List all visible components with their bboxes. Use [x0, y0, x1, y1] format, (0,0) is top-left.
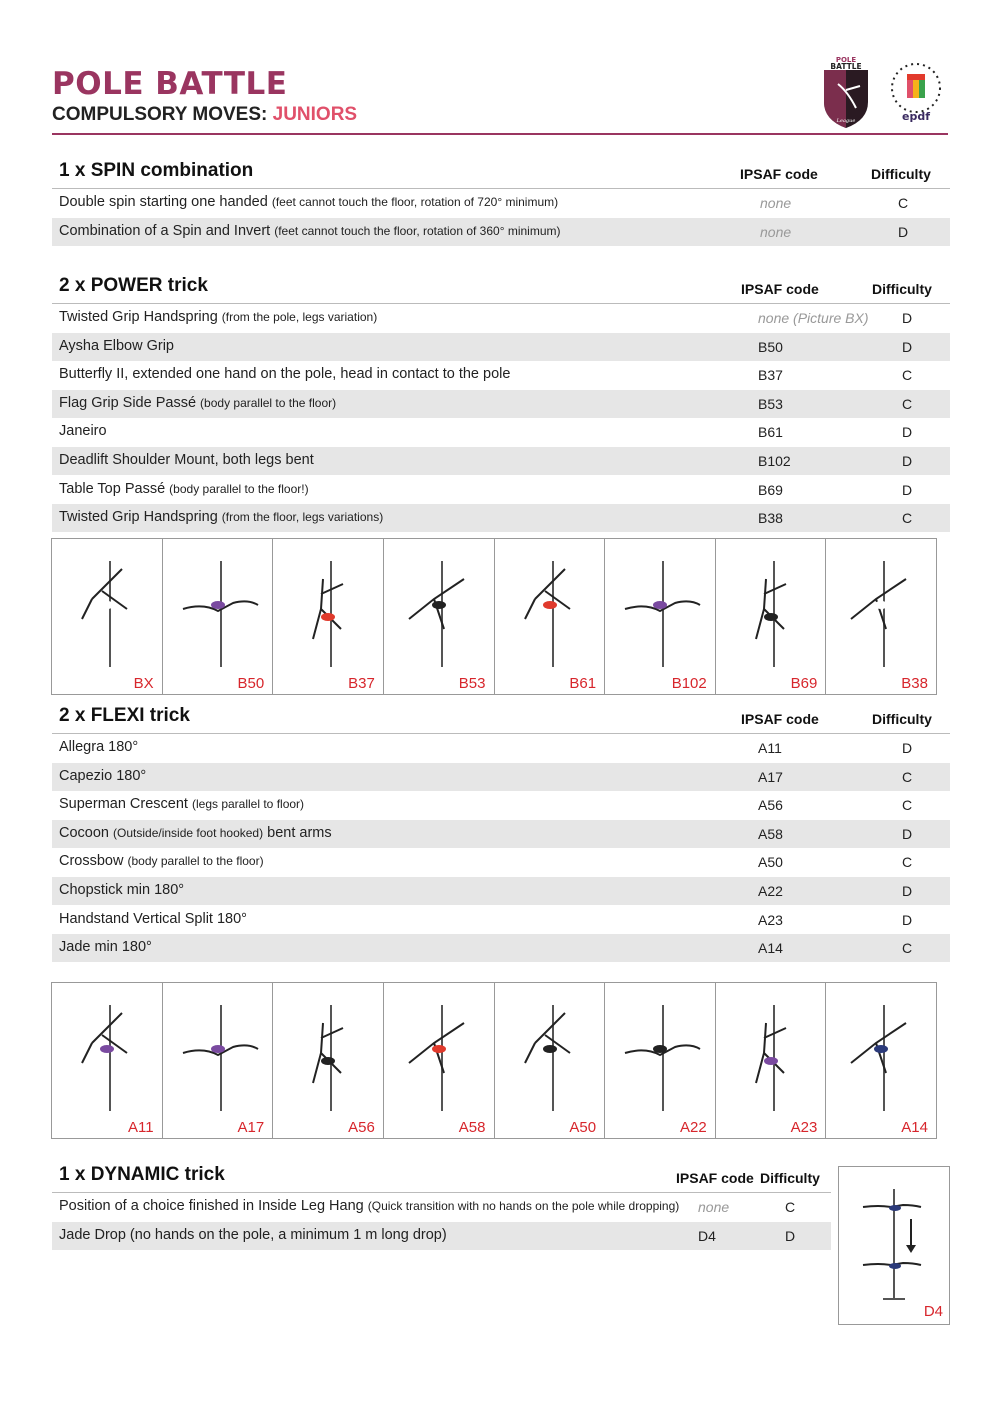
pose-illustration — [273, 539, 383, 694]
move-name — [59, 423, 107, 439]
move-note: (body parallel to the floor!) — [169, 481, 309, 496]
dynamic-section-header — [52, 1162, 831, 1193]
move-title: Capezio 180° — [59, 767, 147, 784]
ipsaf-code: A56 — [758, 797, 783, 814]
pose-picture — [826, 983, 936, 1138]
ipsaf-code: B50 — [758, 338, 783, 355]
pose-code-label: A22 — [680, 1119, 707, 1136]
move-name — [59, 366, 510, 382]
move-name — [59, 825, 332, 841]
pose-illustration — [273, 983, 383, 1138]
move-title: Superman Crescent — [59, 796, 188, 813]
pose-illustration — [163, 983, 273, 1138]
ipsaf-code: A11 — [758, 740, 782, 756]
ipsaf-code: A50 — [758, 854, 783, 871]
dynamic-picture-label: D4 — [923, 1303, 943, 1320]
flexi-row — [52, 734, 950, 762]
move-note: (feet cannot touch the floor, rotation of 720° minimum) — [271, 195, 559, 209]
move-title: Flag Grip Side Passé — [59, 394, 197, 411]
move-name — [59, 1198, 679, 1214]
difficulty: D — [902, 310, 913, 326]
move-title: Table Top Passé — [59, 480, 166, 497]
move-name — [59, 481, 309, 497]
move-note-extra: bent arms — [267, 824, 332, 841]
ipsaf-code: A23 — [758, 911, 783, 928]
pose-code-label: B61 — [569, 675, 597, 692]
flexi-row — [52, 763, 950, 791]
power-section-title: 2 x POWER trick — [59, 275, 208, 296]
move-name — [59, 796, 304, 812]
subtitle-category: JUNIORS — [272, 104, 358, 125]
pose-illustration — [716, 539, 826, 694]
pose-picture — [826, 539, 936, 694]
svg-text:POLE: POLE — [835, 56, 857, 64]
difficulty: C — [902, 940, 913, 957]
flexi-row — [52, 791, 950, 819]
col-difficulty: Difficulty — [872, 281, 932, 297]
spin-section-title: 1 x SPIN combination — [59, 160, 254, 181]
difficulty: D — [902, 481, 913, 498]
pose-code-label: A23 — [790, 1119, 818, 1136]
subtitle-prefix: COMPULSORY MOVES: — [52, 104, 273, 125]
move-title: Handstand Vertical Split 180° — [59, 910, 247, 927]
flexi-row — [52, 848, 950, 876]
pose-picture — [605, 983, 716, 1138]
move-note: (body parallel to the floor) — [127, 854, 264, 869]
epdf-logo — [886, 60, 946, 126]
pose-code-label: BX — [133, 675, 154, 692]
pose-illustration — [605, 983, 715, 1138]
ipsaf-code: B38 — [758, 510, 783, 527]
move-title: Jade min 180° — [59, 939, 152, 956]
pose-picture — [716, 539, 827, 694]
pose-picture — [384, 539, 495, 694]
col-ipsaf-code: IPSAF code — [741, 711, 819, 727]
ipsaf-code: B53 — [758, 395, 783, 412]
move-name — [59, 768, 146, 784]
move-name — [59, 882, 184, 898]
difficulty: C — [902, 395, 913, 412]
pose-picture — [163, 983, 274, 1138]
flexi-row — [52, 934, 950, 962]
col-ipsaf-code: IPSAF code — [740, 166, 818, 182]
power-row — [52, 476, 950, 504]
ipsaf-code: A22 — [758, 883, 783, 899]
move-title: Double spin starting one handed — [59, 194, 268, 210]
flexi-row — [52, 820, 950, 848]
pose-illustration — [52, 539, 162, 694]
power-row — [52, 304, 950, 332]
ipsaf-code: none — [698, 1199, 730, 1215]
difficulty: D — [785, 1227, 796, 1244]
flexi-row — [52, 877, 950, 905]
svg-text:epdf: epdf — [902, 110, 930, 123]
difficulty: C — [902, 768, 913, 785]
difficulty: C — [902, 854, 913, 871]
ipsaf-code: A17 — [758, 768, 783, 785]
difficulty: C — [898, 195, 909, 211]
flexi-picture-strip — [51, 982, 937, 1139]
pose-code-label: A56 — [348, 1119, 375, 1136]
power-row — [52, 447, 950, 475]
ipsaf-code: B37 — [758, 367, 783, 384]
move-title: Twisted Grip Handspring — [59, 509, 218, 526]
pose-illustration — [605, 539, 715, 694]
power-section-header — [52, 273, 950, 304]
difficulty: D — [902, 883, 913, 899]
pose-code-label: A11 — [128, 1119, 154, 1136]
move-title: Crossbow — [59, 853, 124, 870]
pose-picture — [384, 983, 495, 1138]
move-name — [59, 939, 152, 955]
move-name — [59, 309, 377, 325]
pose-code-label: B69 — [790, 675, 818, 692]
page-title: POLE BATTLE — [52, 66, 288, 102]
difficulty: C — [902, 367, 913, 384]
header-rule — [52, 133, 948, 135]
dynamic-section-title: 1 x DYNAMIC trick — [59, 1164, 225, 1185]
move-title: Chopstick min 180° — [59, 882, 185, 898]
ipsaf-code: none — [760, 223, 792, 240]
move-note: (legs parallel to floor) — [191, 797, 305, 812]
pose-picture — [495, 983, 606, 1138]
move-title: Jade Drop (no hands on the pole, a minimum 1 m long drop) — [59, 1226, 447, 1243]
pose-illustration — [716, 983, 826, 1138]
page-subtitle — [52, 104, 357, 126]
flexi-section-title: 2 x FLEXI trick — [59, 705, 190, 726]
ipsaf-code: none — [760, 195, 792, 211]
svg-text:League: League — [836, 118, 856, 124]
pose-code-label: A50 — [569, 1119, 597, 1136]
spin-row — [52, 218, 950, 246]
pose-code-label: B53 — [458, 675, 486, 692]
move-title: Allegra 180° — [59, 739, 139, 755]
power-picture-strip — [51, 538, 937, 695]
pose-illustration — [52, 983, 162, 1138]
move-name — [59, 395, 336, 411]
power-row — [52, 333, 950, 361]
difficulty: D — [902, 740, 913, 756]
flexi-row — [52, 906, 950, 934]
pose-illustration — [495, 983, 605, 1138]
ipsaf-code: none (Picture BX) — [758, 310, 869, 326]
pose-picture — [495, 539, 606, 694]
difficulty: D — [902, 911, 913, 928]
difficulty: D — [902, 338, 913, 355]
pose-picture — [163, 539, 274, 694]
pose-code-label: B50 — [237, 675, 265, 692]
power-row — [52, 390, 950, 418]
ipsaf-code: B102 — [758, 453, 791, 469]
jade-drop-illustration — [839, 1167, 949, 1324]
pose-picture — [716, 983, 827, 1138]
ipsaf-code: B69 — [758, 481, 783, 498]
move-title: Twisted Grip Handspring — [59, 309, 218, 325]
pose-code-label: A17 — [237, 1119, 265, 1136]
pose-picture — [52, 983, 163, 1138]
spin-section-header — [52, 158, 950, 189]
pose-illustration — [384, 539, 494, 694]
move-name — [59, 1227, 447, 1243]
power-row — [52, 361, 950, 389]
pose-picture — [52, 539, 163, 694]
col-difficulty: Difficulty — [871, 166, 931, 182]
move-name — [59, 853, 264, 869]
flexi-section-header — [52, 703, 950, 734]
difficulty: C — [902, 510, 913, 527]
col-ipsaf-code: IPSAF code — [741, 281, 819, 297]
pose-illustration — [826, 539, 936, 694]
pose-illustration — [495, 539, 605, 694]
move-name — [59, 739, 138, 755]
ipsaf-code: A58 — [758, 825, 783, 842]
move-name — [59, 452, 314, 468]
difficulty: D — [902, 453, 913, 469]
svg-text:BATTLE: BATTLE — [830, 62, 862, 71]
difficulty: D — [902, 424, 913, 441]
pole-battle-logo — [820, 56, 872, 130]
dynamic-row — [52, 1222, 831, 1250]
power-row — [52, 418, 950, 446]
move-title: Combination of a Spin and Invert — [59, 222, 271, 239]
move-note: (feet cannot touch the floor, rotation of 360° minimum) — [274, 223, 561, 238]
pose-code-label: B102 — [671, 675, 707, 692]
move-name — [59, 509, 383, 525]
difficulty: D — [902, 825, 913, 842]
ipsaf-code: D4 — [698, 1227, 716, 1244]
pose-code-label: B37 — [348, 675, 375, 692]
pose-illustration — [384, 983, 494, 1138]
move-title: Position of a choice finished in Inside Leg Hang — [59, 1198, 364, 1214]
move-note: (from the pole, legs variation) — [221, 310, 378, 324]
difficulty: C — [785, 1199, 796, 1215]
pose-illustration — [163, 539, 273, 694]
dynamic-picture — [838, 1166, 950, 1325]
pose-picture — [273, 539, 384, 694]
pose-picture — [605, 539, 716, 694]
col-difficulty: Difficulty — [872, 711, 932, 727]
spin-row — [52, 189, 950, 217]
pose-code-label: B38 — [901, 675, 928, 692]
power-row — [52, 504, 950, 532]
move-name — [59, 194, 558, 210]
move-note: (Quick transition with no hands on the pole while dropping) — [367, 1199, 680, 1213]
col-ipsaf-code: IPSAF code — [676, 1170, 754, 1186]
pose-code-label: A14 — [901, 1119, 928, 1136]
move-name — [59, 338, 174, 354]
move-title: Janeiro — [59, 423, 107, 440]
ipsaf-code: B61 — [758, 424, 783, 441]
move-title: Butterfly II, extended one hand on the pole, head in contact to the pole — [59, 366, 511, 383]
move-name — [59, 911, 247, 927]
dynamic-row — [52, 1193, 831, 1221]
move-name — [59, 223, 561, 239]
pose-picture — [273, 983, 384, 1138]
move-note: (Outside/inside foot hooked) — [113, 825, 264, 840]
pose-illustration — [826, 983, 936, 1138]
move-title: Aysha Elbow Grip — [59, 337, 174, 354]
difficulty: C — [902, 797, 913, 814]
move-note: (from the floor, legs variations) — [221, 510, 384, 525]
ipsaf-code: A14 — [758, 940, 783, 957]
move-title: Cocoon — [59, 824, 109, 841]
col-difficulty: Difficulty — [760, 1170, 820, 1186]
difficulty: D — [898, 223, 909, 240]
move-title: Deadlift Shoulder Mount, both legs bent — [59, 452, 314, 468]
pose-code-label: A58 — [458, 1119, 486, 1136]
move-note: (body parallel to the floor) — [200, 395, 337, 410]
